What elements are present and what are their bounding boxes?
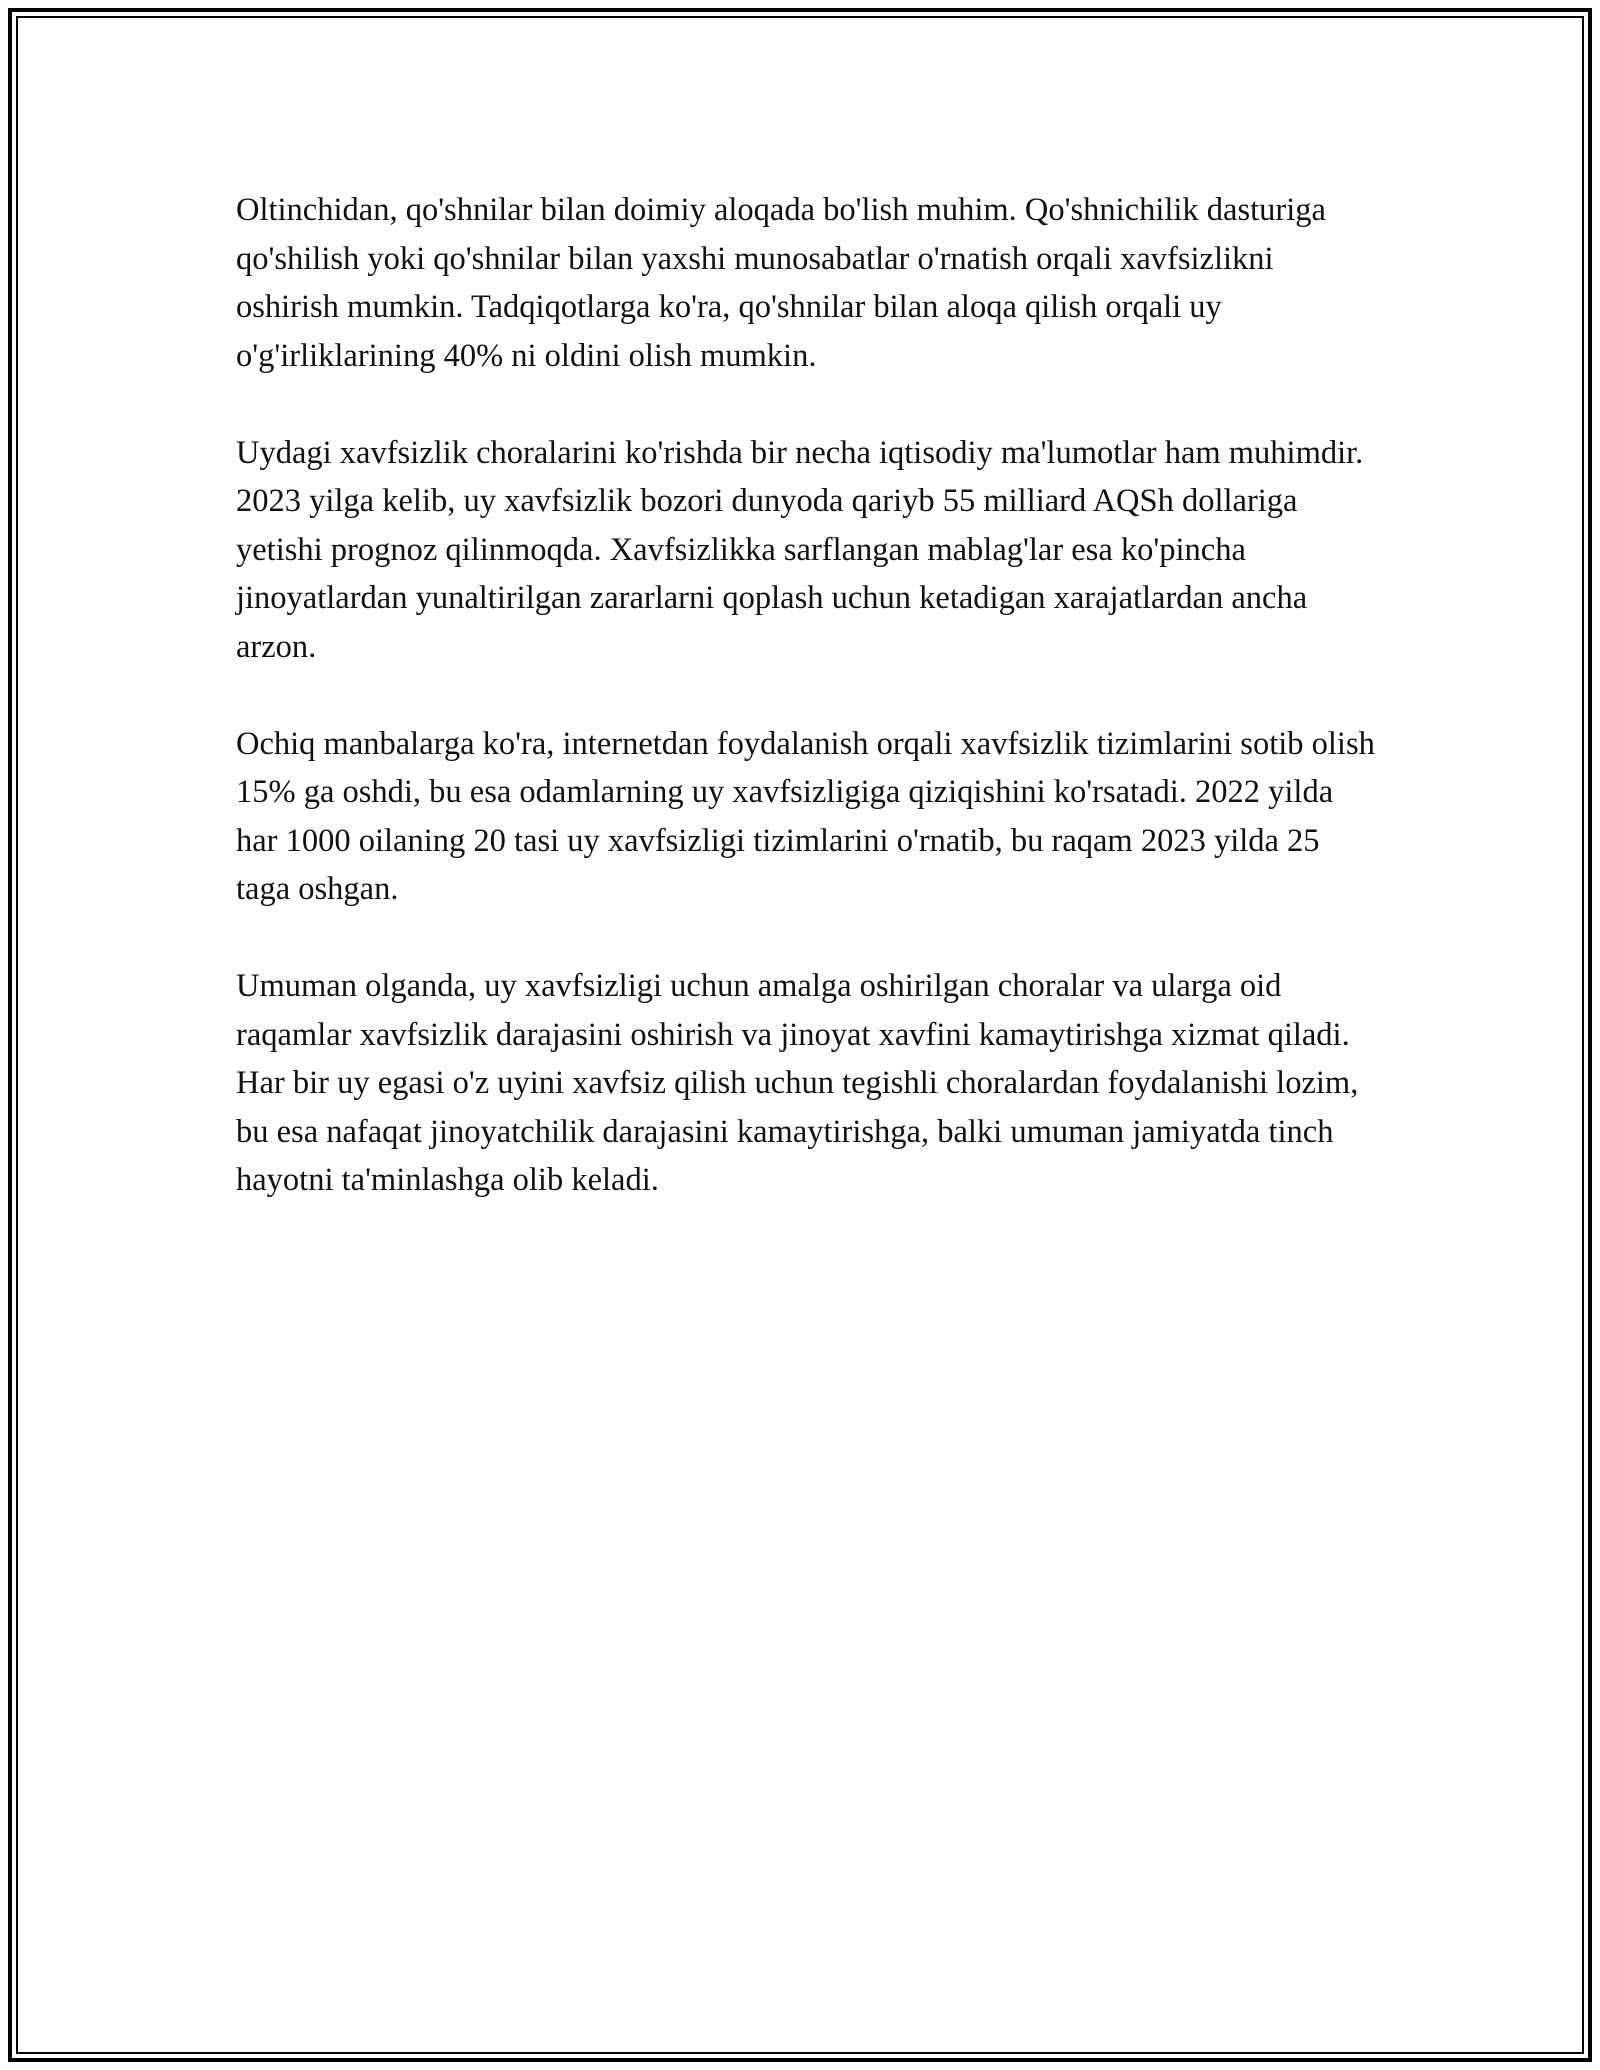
paragraph-4: Umuman olganda, uy xavfsizligi uchun amalga oshirilgan choralar va ularga oid raqamlar xavfsizlik darajasini oshirish va jinoyat xavfini kamaytirishga xizmat qiladi. Har bir uy egasi o'z uyini xavfsiz qilish uchun tegishli choralardan foydalanishi lozim, bu esa nafaqat jinoyatchilik darajasini kamaytirishga, balki umuman jamiyatda tinch hayotni ta'minlashga olib keladi.: [236, 968, 1359, 1198]
document-body: [236, 186, 1376, 1253]
paragraph-3: Ochiq manbalarga ko'ra, internetdan foydalanish orqali xavfsizlik tizimlarini sotib olish 15% ga oshdi, bu esa odamlarning uy xavfsizligiga qiziqishini ko'rsatadi. 2022 yilda har 1000 oilaning 20 tasi uy xavfsizligi tizimlarini o'rnatib, bu raqam 2023 yilda 25 taga oshgan.: [236, 725, 1375, 907]
paragraph-1: Oltinchidan, qo'shnilar bilan doimiy aloqada bo'lish muhim. Qo'shnichilik dasturiga qo'shilish yoki qo'shnilar bilan yaxshi munosabatlar o'rnatish orqali xavfsizlikni oshirish mumkin. Tadqiqotlarga ko'ra, qo'shnilar bilan aloqa qilish orqali uy o'g'irliklarining 40% ni oldini olish mumkin.: [236, 192, 1326, 374]
paragraph-2: Uydagi xavfsizlik choralarini ko'rishda bir necha iqtisodiy ma'lumotlar ham muhimdir. 2023 yilga kelib, uy xavfsizlik bozori dunyoda qariyb 55 milliard AQSh dollariga yetishi prognoz qilinmoqda. Xavfsizlikka sarflangan mablag'lar esa ko'pincha jinoyatlardan yunaltirilgan zararlarni qoplash uchun ketadigan xarajatlardan ancha arzon.: [236, 434, 1364, 665]
